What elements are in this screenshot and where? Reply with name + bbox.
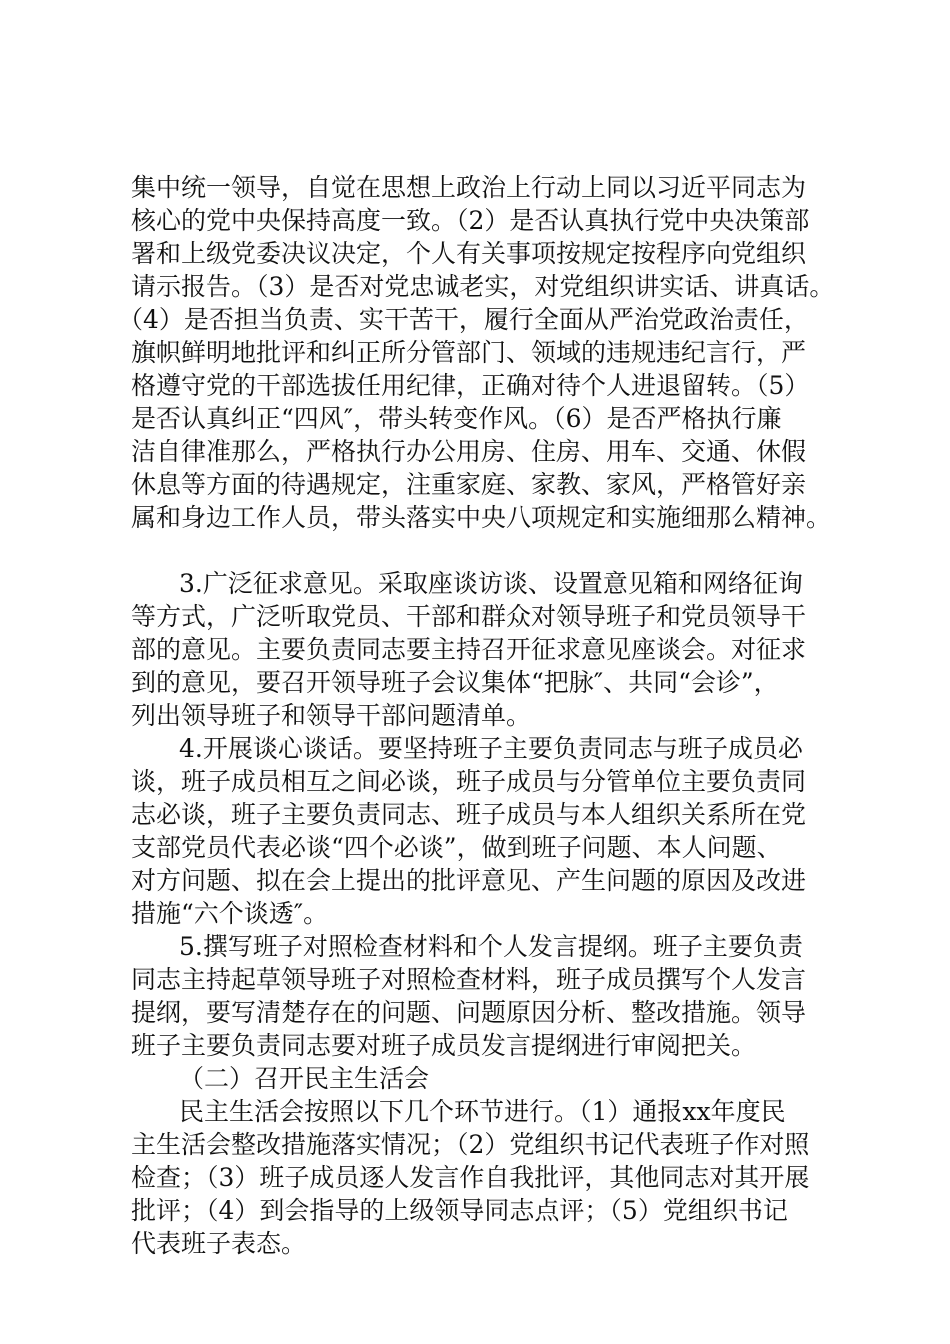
text-line-1: 集中统一领导，自觉在思想上政治上行动上同以习近平同志为 [131, 173, 807, 202]
text-line-5: （4）是否担当负责、实干苦干，履行全面从严治党政治责任， [118, 305, 809, 334]
text-line-20: 支部党员代表必谈“四个必谈”，做到班子问题、本人问题、 [131, 833, 782, 862]
text-line-26: 班子主要负责同志要对班子成员发言提纲进行审阅把关。 [131, 1031, 757, 1060]
text-line-15: 到的意见，要召开领导班子会议集体“把脉″、共同“会诊”， [131, 668, 779, 697]
text-line-21: 对方问题、拟在会上提出的批评意见、产生问题的原因及改进 [131, 866, 807, 895]
text-line-4: 请示报告。（3）是否对党忠诚老实，对党组织讲实话、讲真话。 [131, 272, 835, 301]
text-line-11: 属和身边工作人员，带头落实中央八项规定和实施细那么精神。 [131, 503, 832, 532]
item-5-heading-line: 5.撰写班子对照检查材料和个人发言提纲。班子主要负责 [179, 932, 803, 961]
text-line-30: 检查；（3）班子成员逐人发言作自我批评，其他同志对其开展 [131, 1163, 810, 1192]
text-line-8: 是否认真纠正“四风″，带头转变作风。（6）是否严格执行廉 [131, 404, 782, 433]
section-heading: （二）召开民主生活会 [179, 1064, 430, 1093]
text-line-7: 格遵守党的干部选拔任用纪律，正确对待个人进退留转。（5） [131, 371, 810, 400]
text-line-25: 提纲，要写清楚存在的问题、问题原因分析、整改措施。领导 [131, 998, 807, 1027]
text-line-31: 批评；（4）到会指导的上级领导同志点评；（5）党组织书记 [131, 1196, 788, 1225]
text-line-18: 谈，班子成员相互之间必谈，班子成员与分管单位主要负责同 [131, 767, 807, 796]
text-line-10: 休息等方面的待遇规定，注重家庭、家教、家风，严格管好亲 [131, 470, 807, 499]
text-line-6: 旗帜鲜明地批评和纠正所分管部门、领域的违规违纪言行，严 [131, 338, 807, 367]
text-line-19: 志必谈，班子主要负责同志、班子成员与本人组织关系所在党 [131, 800, 807, 829]
text-line-22: 措施“六个谈透″。 [131, 899, 329, 928]
item-3-heading-line: 3.广泛征求意见。采取座谈访谈、设置意见箱和网络征询 [179, 569, 803, 598]
text-line-32: 代表班子表态。 [131, 1229, 307, 1258]
text-line-13: 等方式，广泛听取党员、干部和群众对领导班子和党员领导干 [131, 602, 807, 631]
item-4-heading-line: 4.开展谈心谈话。要坚持班子主要负责同志与班子成员必 [179, 734, 803, 763]
text-line-9: 洁自律准那么，严格执行办公用房、住房、用车、交通、休假 [131, 437, 807, 466]
text-line-14: 部的意见。主要负责同志要主持召开征求意见座谈会。对征求 [131, 635, 807, 664]
text-line-2: 核心的党中央保持高度一致。（2）是否认真执行党中央决策部 [131, 206, 810, 235]
text-line-3: 署和上级党委决议决定，个人有关事项按规定按程序向党组织 [131, 239, 807, 268]
text-line-24: 同志主持起草领导班子对照检查材料，班子成员撰写个人发言 [131, 965, 807, 994]
text-line-29: 主生活会整改措施落实情况；（2）党组织书记代表班子作对照 [131, 1130, 810, 1159]
text-line-28: 民主生活会按照以下几个环节进行。（1）通报xx年度民 [179, 1097, 786, 1126]
text-line-16: 列出领导班子和领导干部问题清单。 [131, 701, 532, 730]
